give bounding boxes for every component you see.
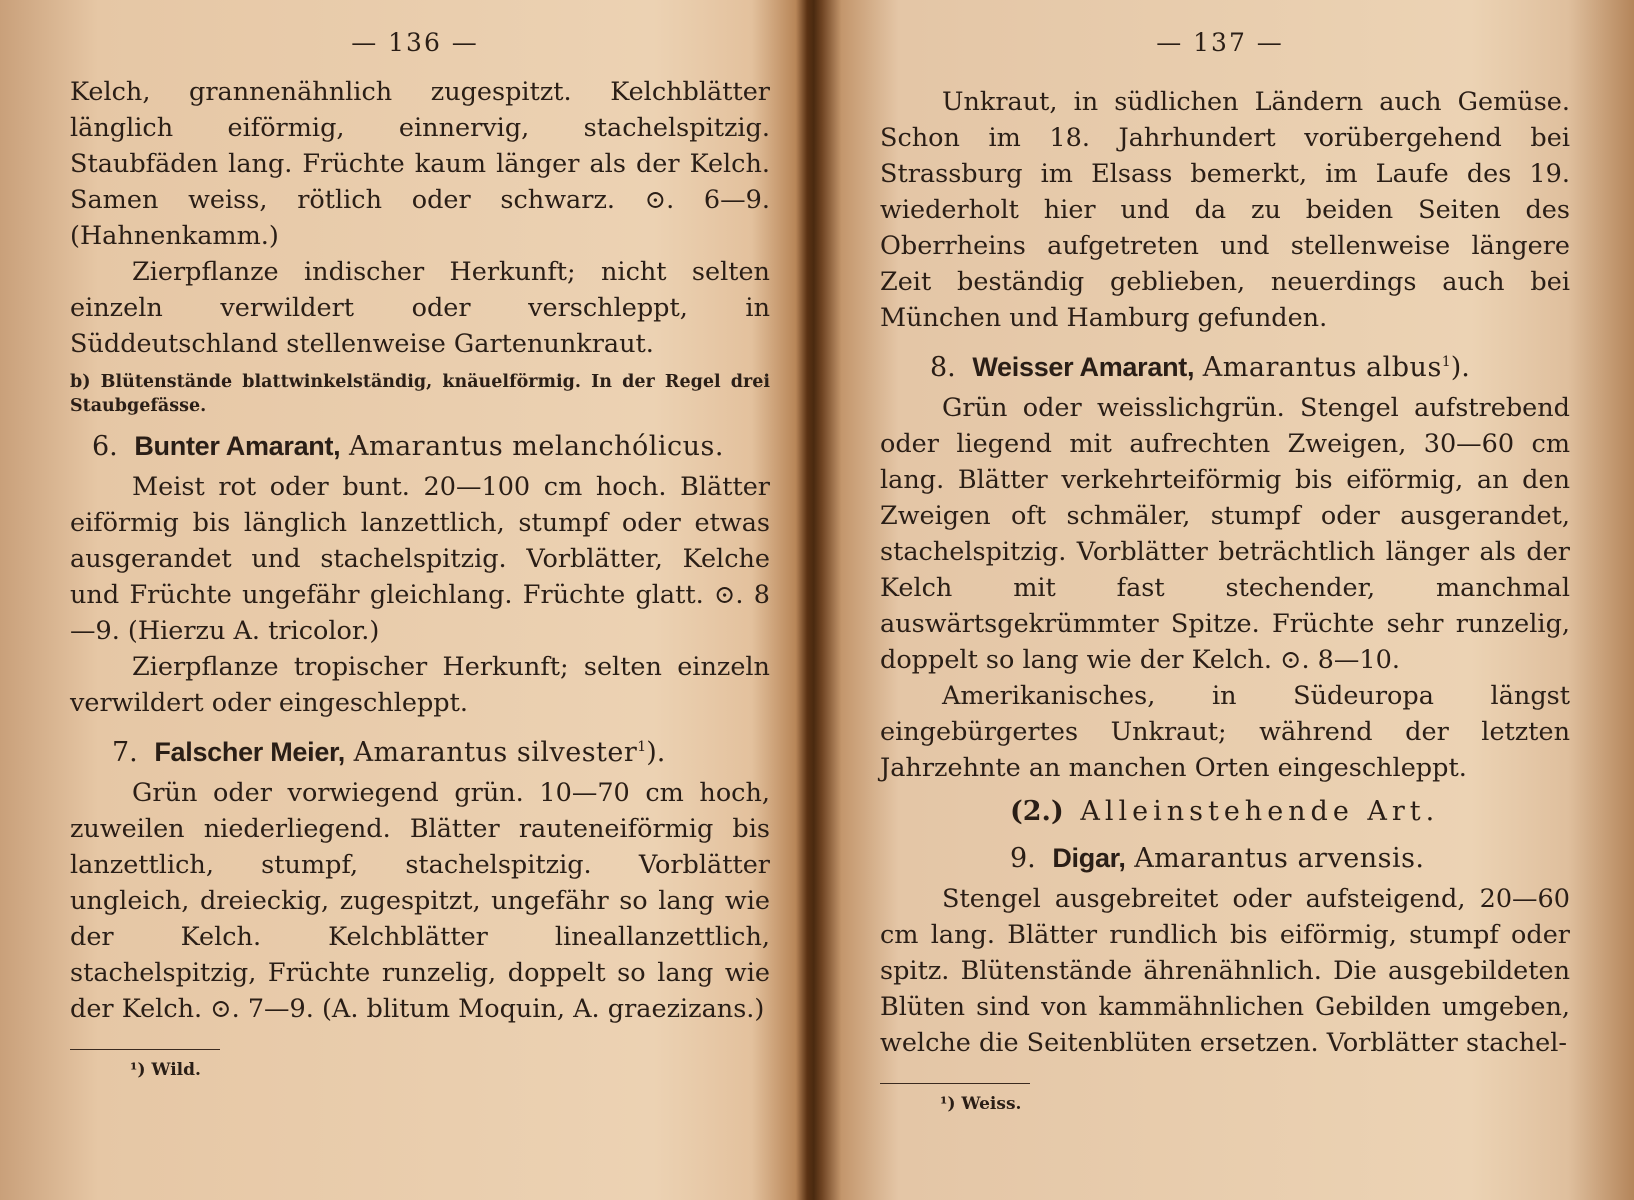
species-8-note: Amerikanisches, in Südeuropa längst eingebürgertes Unkraut; während der letzten Jahrzehnte an manchen Orten eingeschleppt. <box>880 681 1570 783</box>
species-8-heading-end: ). <box>1450 352 1470 383</box>
page-number-137: — 137 — <box>1156 28 1284 57</box>
species-7-name: Falscher Meier, <box>154 737 345 767</box>
species-7-latin: Amarantus silvester <box>353 737 638 768</box>
footnote-marker: 1 <box>1441 354 1451 370</box>
continuation-paragraph: Kelch, grannenähnlich zugespitzt. Kelchblätter länglich eiförmig, einnervig, stachelspitzig. Staubfäden lang. Früchte kaum länger als der Kelch. Samen weiss, rötlich oder schwarz. ⊙. 6—9. (Hahnenkamm.) <box>70 77 770 251</box>
species-8-heading <box>880 342 1570 388</box>
species-6-latin: Amarantus melanchólicus. <box>348 431 724 462</box>
species-8-name: Weisser Amarant, <box>972 352 1195 382</box>
species-7-heading-end: ). <box>646 737 666 768</box>
species-8-number: 8. <box>930 352 956 383</box>
species-6-name: Bunter Amarant, <box>134 431 341 461</box>
left-page <box>60 0 770 1200</box>
footnote-wild: ¹) Wild. <box>130 1060 201 1080</box>
species-8-latin: Amarantus albus <box>1202 352 1442 383</box>
page-number-136: — 136 — <box>351 28 479 57</box>
species-7-heading <box>70 727 770 773</box>
species-7-description: Grün oder vorwiegend grün. 10—70 cm hoch, zuweilen niederliegend. Blätter rauteneiförmig bis lanzettlich, stumpf, stachelspitzig. Vorblätter ungleich, dreieckig, zugespitzt, ungefähr so lang wie der Kelch. Kelchblätter lineallanzettlich, stachelspitzig, Früchte runzelig, doppelt so lang wie der Kelch. ⊙. 7—9. (A. blitum Moquin, A. graezizans.) <box>70 778 770 1024</box>
species-8-description: Grün oder weisslichgrün. Stengel aufstrebend oder liegend mit aufrechten Zweigen, 30—60 cm lang. Blätter verkehrteiförmig bis eiförmig, an den Zweigen oft schmäler, stumpf oder ausgerandet, stachelspitzig. Vorblätter beträchtlich länger als der Kelch mit fast stechender, manchmal auswärtsgekrümmter Spitze. Früchte sehr runzelig, doppelt so lang wie der Kelch. ⊙. 8—10. <box>880 393 1570 675</box>
species-6-number: 6. <box>92 431 118 462</box>
key-note-b: b) Blütenstände blattwinkelständig, knäuelförmig. In der Regel drei Staubgefässe. <box>70 372 770 416</box>
species-6-note: Zierpflanze tropischer Herkunft; selten einzeln verwildert oder eingeschleppt. <box>70 652 770 718</box>
origin-note: Zierpflanze indischer Herkunft; nicht selten einzeln verwildert oder verschleppt, in Süddeutschland stellenweise Gartenunkraut. <box>70 257 770 359</box>
species-9-number: 9. <box>1010 843 1036 874</box>
species-9-name: Digar, <box>1052 843 1126 873</box>
species-9-latin: Amarantus arvensis. <box>1134 843 1425 874</box>
footnote-rule <box>70 1049 220 1050</box>
group-2-number: (2.) <box>1010 796 1064 827</box>
continuation-paragraph: Unkraut, in südlichen Ländern auch Gemüse. Schon im 18. Jahrhundert vorübergehend bei Strassburg im Elsass bemerkt, im Laufe des 19. wiederholt hier und da zu beiden Seiten des Oberrheins aufgetreten und stellenweise längere Zeit beständig geblieben, neuerdings auch bei München und Hamburg gefunden. <box>880 87 1570 333</box>
right-page-text <box>880 84 1570 1114</box>
footnote-marker: 1 <box>637 739 647 755</box>
group-2-heading <box>880 792 1570 832</box>
species-7-number: 7. <box>112 737 138 768</box>
footnote-rule <box>880 1083 1030 1084</box>
left-page-text <box>70 74 770 1080</box>
species-6-description: Meist rot oder bunt. 20—100 cm hoch. Blätter eiförmig bis länglich lanzettlich, stumpf oder etwas ausgerandet und stachelspitzig. Vorblätter, Kelche und Früchte ungefähr gleichlang. Früchte glatt. ⊙. 8—9. (Hierzu A. tricolor.) <box>70 472 770 646</box>
footnote-weiss: ¹) Weiss. <box>940 1094 1022 1114</box>
species-9-heading <box>880 838 1570 879</box>
right-page <box>870 0 1570 1200</box>
group-2-label: Alleinstehende Art. <box>1080 796 1440 827</box>
species-9-description: Stengel ausgebreitet oder aufsteigend, 20—60 cm lang. Blätter rundlich bis eiförmig, stumpf oder spitz. Blütenstände ährenähnlich. Die ausgebildeten Blüten sind von kammähnlichen Gebilden umgeben, welche die Seitenblüten ersetzen. Vorblätter stachel- <box>880 884 1570 1058</box>
species-6-heading <box>70 426 770 467</box>
